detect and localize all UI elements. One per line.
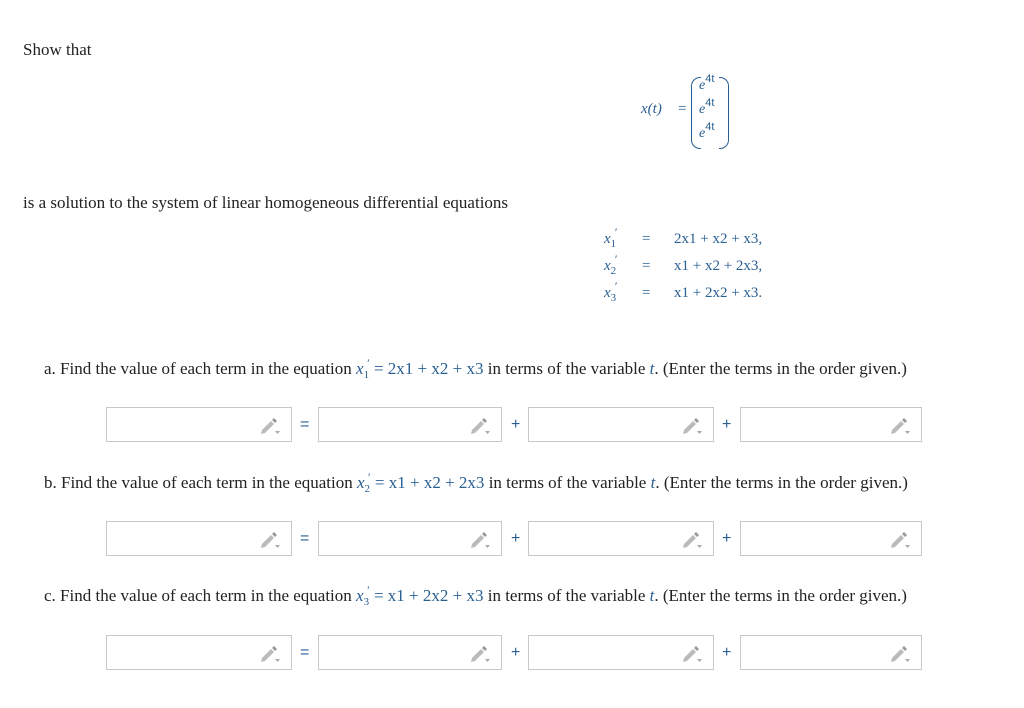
system-eq-2-lhs: $x_2'$ <box>604 252 617 277</box>
part-c-equation: $x_3' = x1 + 2x2 + x3$ <box>356 583 484 608</box>
plus-sign: + <box>722 530 732 547</box>
part-b-suffix: in terms of the variable <box>488 473 647 492</box>
part-b-suffix-b: . (Enter the terms in the order given.) <box>655 473 908 492</box>
system-eq-3 <box>604 279 844 309</box>
pencil-icon[interactable] <box>889 531 911 549</box>
part-c-suffix-b: . (Enter the terms in the order given.) <box>654 586 907 605</box>
vector-entry-3: $e^{4t}$ <box>699 121 715 141</box>
pencil-icon[interactable] <box>889 645 911 663</box>
pencil-icon[interactable] <box>259 645 281 663</box>
equals-sign: = <box>300 644 310 661</box>
vector-entry-2: $e^{4t}$ <box>699 97 715 117</box>
answer-b-4-input[interactable] <box>740 521 922 556</box>
system-eq-2-equals: = <box>642 258 651 274</box>
part-c-suffix: in terms of the variable <box>487 586 646 605</box>
pencil-icon[interactable] <box>681 645 703 663</box>
part-a-var-t: t <box>649 359 655 378</box>
vector-equals: = <box>678 101 687 117</box>
plus-sign: + <box>511 644 521 661</box>
part-a-prompt <box>44 356 907 381</box>
system-eq-3-rhs: x1 + 2x2 + x3. <box>674 285 763 301</box>
pencil-icon[interactable] <box>469 531 491 549</box>
part-c-prefix: c. Find the value of each term in the equation <box>44 586 352 605</box>
part-b-var-t: t <box>650 473 656 492</box>
right-paren <box>719 77 729 149</box>
system-eq-1-equals: = <box>642 231 651 247</box>
part-b-equation: $x_2' = x1 + x2 + 2x3$ <box>357 470 485 495</box>
answer-a-3-input[interactable] <box>528 407 714 442</box>
part-a-equation: $x_1' = 2x1 + x2 + x3$ <box>356 356 484 381</box>
answer-c-3-input[interactable] <box>528 635 714 670</box>
answer-b-2-input[interactable] <box>318 521 502 556</box>
plus-sign: + <box>511 530 521 547</box>
part-a-prefix: a. Find the value of each term in the equation <box>44 359 352 378</box>
system-eq-1 <box>604 225 844 255</box>
answer-b-3-input[interactable] <box>528 521 714 556</box>
plus-sign: + <box>722 644 732 661</box>
pencil-icon[interactable] <box>469 645 491 663</box>
part-c-prompt <box>44 583 907 608</box>
pencil-icon[interactable] <box>889 417 911 435</box>
pencil-icon[interactable] <box>681 531 703 549</box>
system-eq-3-lhs: $x_3'$ <box>604 279 617 304</box>
answer-c-2-input[interactable] <box>318 635 502 670</box>
plus-sign: + <box>511 416 521 433</box>
plus-sign: + <box>722 416 732 433</box>
answer-a-1-input[interactable] <box>106 407 292 442</box>
answer-a-4-input[interactable] <box>740 407 922 442</box>
system-eq-3-equals: = <box>642 285 651 301</box>
vector-lhs: x(t) <box>641 101 662 117</box>
part-a-suffix: in terms of the variable <box>487 359 646 378</box>
answer-c-4-input[interactable] <box>740 635 922 670</box>
part-c-var-t: t <box>649 586 655 605</box>
intro-text: Show that <box>23 40 92 59</box>
pencil-icon[interactable] <box>469 417 491 435</box>
part-b-prompt <box>44 470 908 495</box>
system-eq-1-rhs: 2x1 + x2 + x3, <box>674 231 763 247</box>
answer-b-1-input[interactable] <box>106 521 292 556</box>
system-eq-1-lhs: $x_1'$ <box>604 225 617 250</box>
system-eq-2 <box>604 252 844 282</box>
answer-a-2-input[interactable] <box>318 407 502 442</box>
pencil-icon[interactable] <box>259 417 281 435</box>
part-a-suffix-b: . (Enter the terms in the order given.) <box>654 359 907 378</box>
system-intro-text: is a solution to the system of linear homogeneous differential equations <box>23 193 509 212</box>
part-b-prefix: b. Find the value of each term in the equation <box>44 473 353 492</box>
vector-entry-1: $e^{4t}$ <box>699 73 715 93</box>
pencil-icon[interactable] <box>259 531 281 549</box>
equals-sign: = <box>300 530 310 547</box>
pencil-icon[interactable] <box>681 417 703 435</box>
equals-sign: = <box>300 416 310 433</box>
answer-c-1-input[interactable] <box>106 635 292 670</box>
solution-vector <box>641 74 741 152</box>
system-eq-2-rhs: x1 + x2 + 2x3, <box>674 258 763 274</box>
